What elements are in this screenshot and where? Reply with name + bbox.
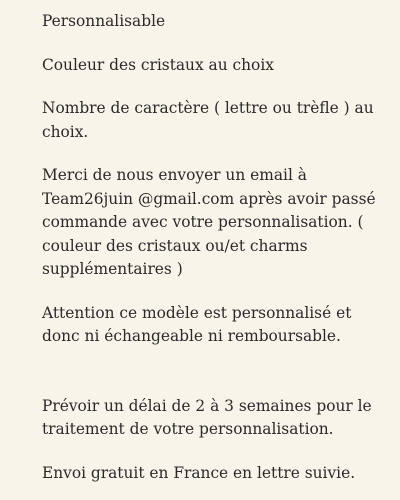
paragraph-shipping: Envoi gratuit en France en lettre suivie.: [42, 463, 356, 482]
paragraph-character-count: Nombre de caractère ( lettre ou trèfle ) au choix.: [42, 99, 374, 141]
paragraph-email-instructions: Merci de nous envoyer un email à Team26juin @gmail.com après avoir passé commande avec votre personnalisation. ( couleur des cristaux ou/et charms supplémentaires ): [42, 166, 376, 278]
paragraph-personalizable: Personnalisable: [42, 12, 166, 30]
paragraph-warning: Attention ce modèle est personnalisé et donc ni échangeable ni remboursable.: [42, 303, 352, 345]
paragraph-crystal-color: Couleur des cristaux au choix: [42, 55, 274, 74]
paragraph-delay: Prévoir un délai de 2 à 3 semaines pour le traitement de votre personnalisation.: [42, 396, 372, 438]
